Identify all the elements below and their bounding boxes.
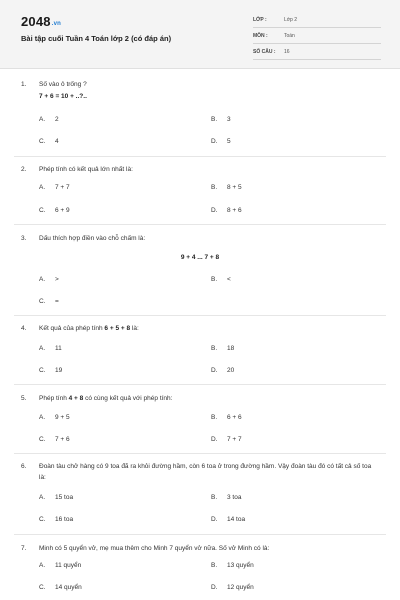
option-value: 14 quyển <box>55 584 82 591</box>
option-value: 2 <box>55 116 59 123</box>
option-label: A. <box>39 345 46 352</box>
question-text: Số vào ô trống ? <box>39 81 87 88</box>
option-value: 11 <box>55 345 62 352</box>
option-label: B. <box>211 345 218 352</box>
option-label: C. <box>39 436 46 443</box>
meta-value: Lớp 2 <box>284 17 298 23</box>
option-value: 14 toa <box>227 516 246 523</box>
option-value: 8 + 5 <box>227 184 242 191</box>
option-label: C. <box>39 207 46 214</box>
option-label: C. <box>39 584 46 591</box>
option-value: 12 quyển <box>227 584 254 591</box>
question-number: 6. <box>21 463 27 470</box>
option-value: 19 <box>55 367 63 374</box>
option-label: D. <box>211 138 218 145</box>
option-label: D. <box>211 516 218 523</box>
meta-value: 16 <box>284 49 290 55</box>
option-value: 20 <box>227 367 235 374</box>
divider <box>14 453 386 454</box>
option-value: < <box>227 276 231 283</box>
option-label: D. <box>211 207 218 214</box>
question-text <box>39 323 379 334</box>
logo-suffix: .vn <box>51 21 62 27</box>
option-value: 7 + 6 <box>55 436 70 443</box>
option-value: 3 toa <box>227 494 242 501</box>
option-value: 8 + 6 <box>227 207 242 214</box>
option-value: 7 + 7 <box>227 436 242 443</box>
option-label: D. <box>211 436 218 443</box>
option-label: B. <box>211 562 218 569</box>
option-value: 4 <box>55 138 59 145</box>
question-text-bold: 4 + 8 <box>68 395 84 402</box>
option-value: 6 + 6 <box>227 414 242 421</box>
option-label: D. <box>211 367 218 374</box>
question-expression: 7 + 6 = 10 + ..?.. <box>39 93 87 100</box>
document-title: Bài tập cuối Tuần 4 Toán lớp 2 (có đáp án) <box>21 34 172 43</box>
meta-label: LỚP : <box>253 17 267 23</box>
option-label: B. <box>211 116 218 123</box>
option-value: 13 quyển <box>227 562 254 569</box>
question-text-bold: 6 + 5 + 8 <box>104 325 131 332</box>
question-text <box>39 393 379 404</box>
divider <box>14 224 386 225</box>
question-text: Đoàn tàu chở hàng có 9 toa đã ra khỏi đường hầm, còn 6 toa ở trong đường hầm. Vậy đoàn tàu đó có tất cả số toa là: <box>39 463 372 481</box>
divider <box>14 315 386 316</box>
question-text: Phép tính có kết quả lớn nhất là: <box>39 166 133 173</box>
option-label: A. <box>39 562 46 569</box>
meta-row-count <box>253 46 381 60</box>
question-text-post: là: <box>130 325 139 332</box>
header <box>0 0 400 69</box>
option-value: = <box>55 298 59 305</box>
divider <box>14 156 386 157</box>
option-label: A. <box>39 414 46 421</box>
question-number: 1. <box>21 81 27 88</box>
option-value: 6 + 9 <box>55 207 70 214</box>
meta-label: MÔN : <box>253 33 268 39</box>
question-number: 2. <box>21 166 27 173</box>
meta-row-subject <box>253 30 381 44</box>
question-number: 5. <box>21 395 27 402</box>
option-label: A. <box>39 184 46 191</box>
option-label: B. <box>211 184 218 191</box>
option-value: 15 toa <box>55 494 74 501</box>
divider <box>14 384 386 385</box>
question-text-pre: Phép tính <box>39 395 69 402</box>
option-value: 16 toa <box>55 516 74 523</box>
question-text-post: có cùng kết quả với phép tính: <box>83 395 173 402</box>
option-label: A. <box>39 494 46 501</box>
option-label: D. <box>211 584 218 591</box>
meta-panel <box>253 14 381 62</box>
question-number: 3. <box>21 235 27 242</box>
option-value: 9 + 5 <box>55 414 70 421</box>
meta-label: SỐ CÂU : <box>253 49 276 55</box>
question-text: Minh có 5 quyển vở, mẹ mua thêm cho Minh 7 quyển vở nữa. Số vở Minh có là: <box>39 545 270 552</box>
option-label: A. <box>39 276 46 283</box>
option-label: A. <box>39 116 46 123</box>
option-value: 18 <box>227 345 235 352</box>
option-value: 5 <box>227 138 231 145</box>
option-label: C. <box>39 516 46 523</box>
option-label: C. <box>39 138 46 145</box>
option-label: B. <box>211 276 218 283</box>
question-number: 7. <box>21 545 27 552</box>
question-expression: 9 + 4 ... 7 + 8 <box>180 254 220 261</box>
option-value: 11 quyển <box>55 562 82 569</box>
question-text: Dấu thích hợp điền vào chỗ chấm là: <box>39 235 146 242</box>
question-number: 4. <box>21 325 27 332</box>
meta-value: Toán <box>284 33 295 39</box>
option-label: C. <box>39 367 46 374</box>
meta-row-class <box>253 14 381 28</box>
option-value: 3 <box>227 116 231 123</box>
option-label: C. <box>39 298 46 305</box>
option-label: B. <box>211 494 218 501</box>
logo-main: 2048 <box>21 14 51 29</box>
option-value: > <box>55 276 59 283</box>
divider <box>14 534 386 535</box>
logo[interactable] <box>21 14 61 29</box>
question-text-pre: Kết quả của phép tính <box>39 325 105 332</box>
option-label: B. <box>211 414 218 421</box>
option-value: 7 + 7 <box>55 184 70 191</box>
